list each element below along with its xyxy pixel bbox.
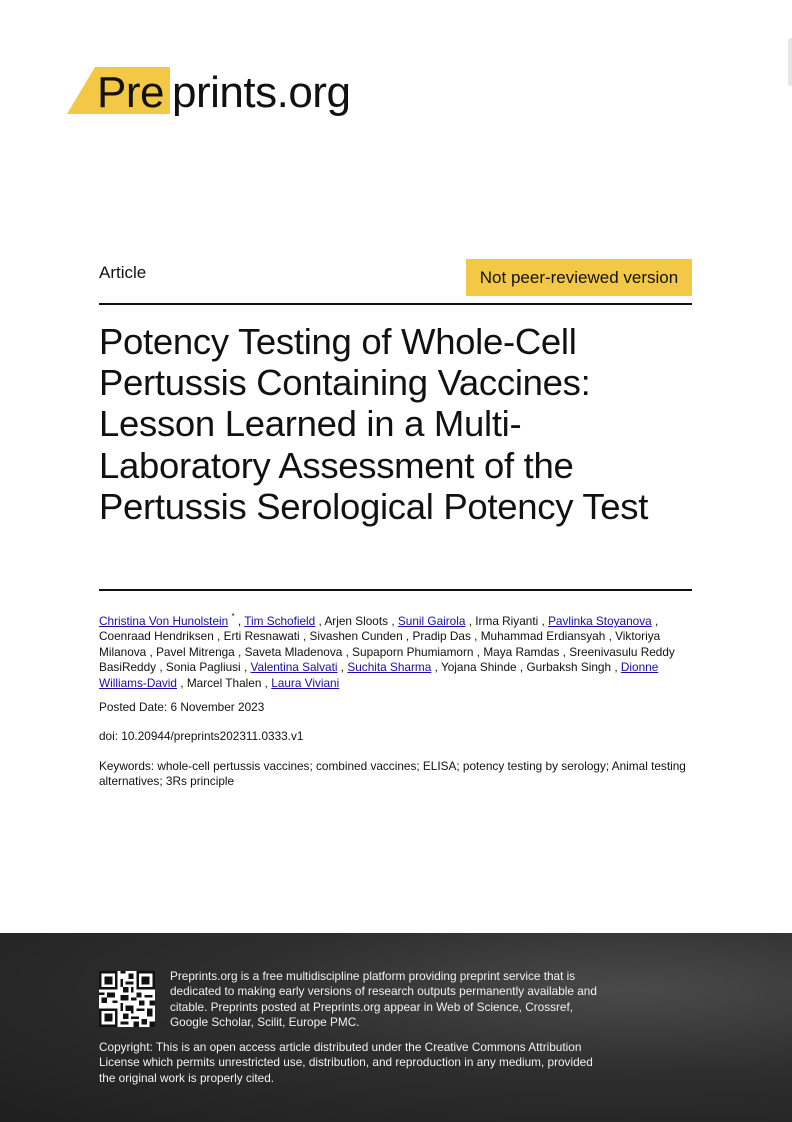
keywords: Keywords: whole-cell pertussis vaccines; combined vaccines; ELISA; potency testing by serology; Animal testing alternatives; 3Rs principle (99, 759, 686, 789)
author-link[interactable]: Valentina Salvati (250, 660, 338, 675)
status-badge: Not peer-reviewed version (466, 259, 692, 296)
author-list: Christina Von Hunolstein * , Tim Schofield , Arjen Sloots , Sunil Gairola , Irma Riyanti , Pavlinka Stoyanova , Coenraad Hendriksen , Erti Resnawati , Sivashen Cunden , Pradip Das , Muhammad Erdiansyah , Viktoriya Milanova , Pavel Mitrenga , Saveta Mladenova , Supaporn Phumiamorn , Maya Ramdas , Sreenivasulu Reddy BasiReddy , Sonia Pagliusi , Valentina Salvati , Suchita Sharma , Yojana Shinde , Gurbaksh Singh , Dionne Williams-David , Marcel Thalen , Laura Viviani (99, 612, 675, 690)
author-name: Muhammad Erdiansyah (480, 629, 606, 644)
logo-text-pre: Pre (97, 68, 164, 117)
author-name: Sreenivasulu Reddy BasiReddy (99, 644, 675, 675)
divider-top (99, 303, 692, 305)
footer-platform-description: Preprints.org is a free multidiscipline platform providing preprint service that is dedicated to making early versions of research outputs permanently available and citable. Preprints posted at Preprints.org appear in Web of Science, Crossref, Google Scholar, Scilit, Europe PMC. (170, 969, 597, 1030)
author-name: Coenraad Hendriksen (99, 629, 214, 644)
author-link[interactable]: Sunil Gairola (397, 614, 466, 628)
author-name: Pavel Mitrenga (156, 644, 235, 659)
footer (0, 933, 792, 1122)
divider-bottom (99, 589, 692, 591)
article-type-label: Article (99, 263, 147, 282)
author-name: Yojana Shinde (440, 660, 517, 675)
title-line: Lesson Learned in a Multi- (99, 403, 522, 445)
title-line: Laboratory Assessment of the (99, 444, 574, 486)
logo-text-rest: prints.org (172, 68, 351, 117)
footer-copyright: Copyright: This is an open access article distributed under the Creative Commons Attribution License which permits unrestricted use, distribution, and reproduction in any medium, provided the original work is properly cited. (99, 1040, 593, 1085)
author-name: Sonia Pagliusi (165, 660, 241, 675)
author-link[interactable]: Pavlinka Stoyanova (548, 614, 652, 628)
qr-code-icon[interactable] (99, 971, 155, 1027)
title-line: Pertussis Serological Potency Test (99, 485, 649, 527)
author-name: Pradip Das (412, 629, 471, 644)
doi: doi: 10.20944/preprints202311.0333.v1 (99, 729, 304, 743)
side-panel-tab[interactable] (788, 38, 792, 86)
author-link[interactable]: Suchita Sharma (347, 660, 432, 675)
author-name: Viktoriya Milanova (99, 629, 661, 659)
corresponding-author-marker: * (231, 612, 235, 621)
posted-date: Posted Date: 6 November 2023 (99, 700, 265, 714)
author-name: Maya Ramdas (483, 644, 560, 659)
author-name: Gurbaksh Singh (526, 660, 612, 675)
author-link[interactable]: Laura Viviani (271, 675, 340, 690)
author-name: Erti Resnawati (223, 629, 300, 644)
title-line: Pertussis Containing Vaccines: (99, 362, 591, 404)
author-name: Sivashen Cunden (309, 629, 403, 644)
author-link[interactable]: Christina Von Hunolstein (99, 614, 229, 628)
author-name: Supaporn Phumiamorn (352, 644, 474, 659)
author-name: Saveta Mladenova (244, 644, 343, 659)
author-link[interactable]: Dionne Williams-David (99, 660, 659, 690)
author-name: Arjen Sloots (324, 614, 389, 628)
page-title (99, 321, 699, 527)
preprints-logo[interactable] (67, 66, 377, 120)
author-name: Irma Riyanti (475, 614, 539, 628)
author-name: Marcel Thalen (186, 675, 262, 690)
title-line: Potency Testing of Whole-Cell (99, 321, 577, 362)
author-link[interactable]: Tim Schofield (244, 614, 316, 628)
